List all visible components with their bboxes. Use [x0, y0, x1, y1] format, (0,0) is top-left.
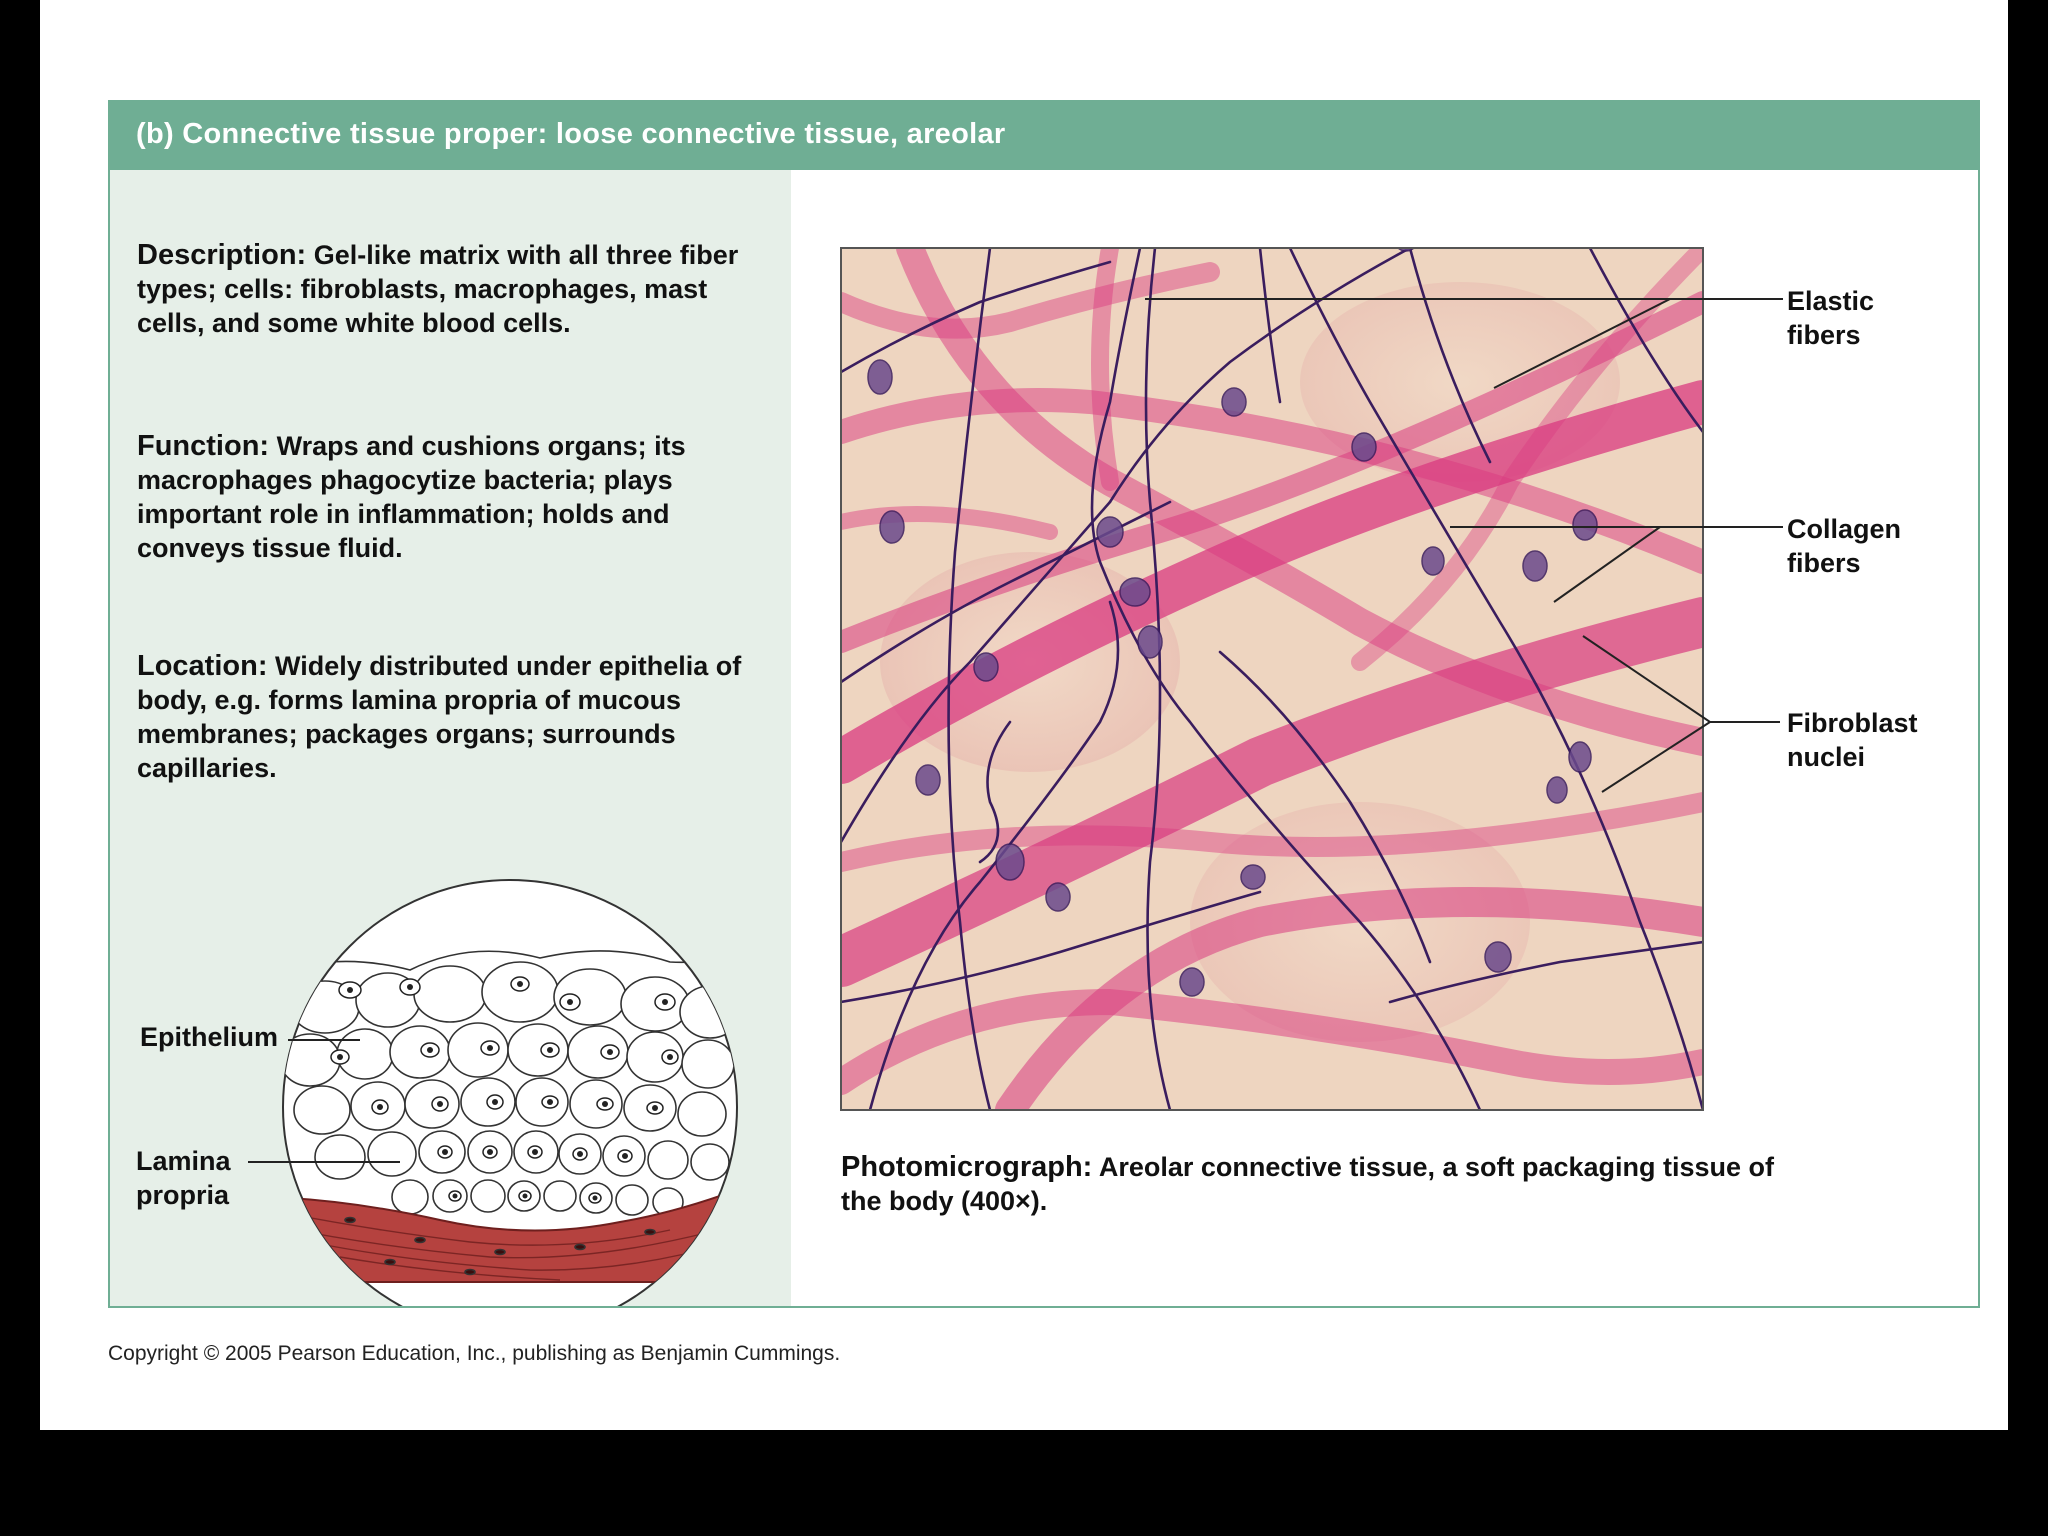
figure-panel	[108, 100, 1980, 1308]
photomicrograph	[841, 227, 1783, 1110]
fibroblast-nuclei-label-line1: Fibroblast	[1787, 708, 1918, 738]
copyright-notice: Copyright © 2005 Pearson Education, Inc., publishing as Benjamin Cummings.	[108, 1342, 841, 1365]
micrograph-caption	[841, 1150, 1821, 1218]
panel-title: (b) Connective tissue proper: loose connective tissue, areolar	[136, 118, 1006, 150]
function-label: Function:	[137, 430, 270, 462]
elastic-fibers-label-line1: Elastic	[1787, 286, 1875, 316]
elastic-fibers-label-line2: fibers	[1787, 320, 1861, 350]
description-label: Description:	[137, 239, 307, 271]
fibroblast-nuclei-label-line2: nuclei	[1787, 742, 1866, 772]
lamina-propria-label-line1: Lamina	[136, 1146, 231, 1176]
diagram-drawing	[110, 102, 1978, 1306]
epithelium-label: Epithelium	[140, 1022, 279, 1052]
lamina-propria-label-line2: propria	[136, 1180, 230, 1210]
description-text: Gel-like matrix with all three fiber types; cells: fibroblasts, macrophages, mast cells, and some white blood cells.	[137, 240, 739, 338]
location-label: Location:	[137, 650, 268, 682]
function-text: Wraps and cushions organs; its macrophages phagocytize bacteria; plays important role in inflammation; holds and conveys tissue fluid.	[137, 431, 686, 563]
collagen-fibers-label-line1: Collagen	[1787, 514, 1902, 544]
epithelium-inset	[248, 880, 770, 1306]
caption-label: Photomicrograph:	[841, 1151, 1093, 1183]
collagen-fibers-label-line2: fibers	[1787, 548, 1861, 578]
caption-text: Areolar connective tissue, a soft packaging tissue of the body (400×).	[841, 1152, 1775, 1216]
location-text: Widely distributed under epithelia of body, e.g. forms lamina propria of mucous membranes; packages organs; surrounds capillaries.	[137, 651, 742, 783]
